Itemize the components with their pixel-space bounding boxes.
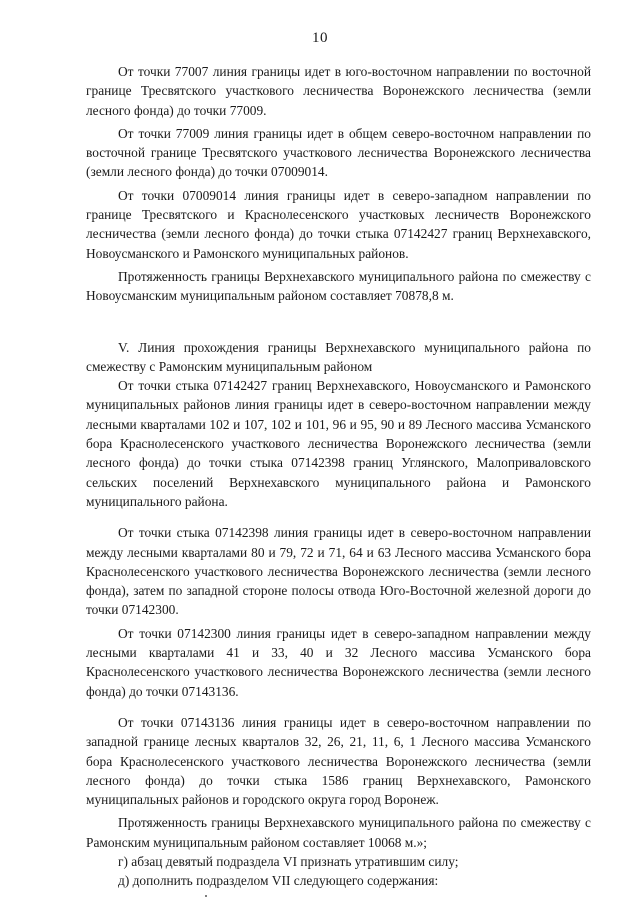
list-item-d: д) дополнить подразделом VII следующего содержания: <box>118 873 439 889</box>
list-item-g: г) абзац девятый подраздела VI признать утратившим силу; <box>118 853 459 869</box>
document-body <box>86 62 591 891</box>
paragraph-point-07143136: От точки 07143136 линия границы идет в северо-восточном направлении по западной границе лесных кварталов 32, 26, 21, 11, 6, 1 Лесного массива Усманского бора Краснолесенского участкового лесничества Воронежского лесничества (земли лесного фонда) до точки стыка 1586 границ Верхнехавского, Рамонского муниципальных районов и городского округа город Воронеж. <box>86 714 591 808</box>
paragraph-point-07142398: От точки стыка 07142398 линия границы идет в северо-восточном направлении между лесными кварталами 80 и 79, 72 и 71, 64 и 63 Лесного массива Усманского бора Краснолесенского участкового лесничества Воронежского лесничества (земли лесного фонда), затем по западной стороне полосы отвода Юго-Восточной железной дороги до точки 07142300. <box>86 525 591 618</box>
paragraph-point-07009014: От точки 07009014 линия границы идет в северо-западном направлении по границе Тресвятского и Краснолесенского участковых лесничеств Воронежского лесничества (земли лесного фонда) до точки стыка 07142427 границ Верхнехавского, Новоусманского и Рамонского муниципальных районов. <box>86 187 591 261</box>
scan-speck <box>205 895 207 897</box>
section-heading-v: V. Линия прохождения границы Верхнехавского муниципального района по смежеству с Рамонским муниципальным районом <box>86 339 591 374</box>
page-number: 10 <box>312 30 328 46</box>
paragraph-point-77009: От точки 77009 линия границы идет в общем северо-восточном направлении по восточной границе Тресвятского участкового лесничества Воронежского лесничества (земли лесного фонда) до точки 07009014. <box>86 125 591 180</box>
paragraph-length-ramonsky: Протяженность границы Верхнехавского муниципального района по смежеству с Рамонским муниципальным районом составляет 10068 м.»; <box>86 815 591 850</box>
paragraph-point-07142300: От точки 07142300 линия границы идет в северо-западном направлении между лесными кварталами 41 и 33, 40 и 32 Лесного массива Усманского бора Краснолесенского участкового лесничества Воронежского лесничества (земли лесного фонда) до точки 07143136. <box>86 625 591 699</box>
paragraph-point-07142427: От точки стыка 07142427 границ Верхнехавского, Новоусманского и Рамонского муниципальных районов линия границы идет в северо-восточном направлении между лесными кварталами 102 и 107, 102 и 101, 96 и 95, 90 и 89 Лесного массива Усманского бора Краснолесенского участкового лесничества Воронежского лесничества (земли лесного фонда) до точки стыка 07142398 границ Углянского, Малоприваловского сельских поселений Верхнехавского муниципального района и Рамонского муниципального района. <box>86 378 591 509</box>
paragraph-length-novousmansky: Протяженность границы Верхнехавского муниципального района по смежеству с Новоусманским муниципальным районом составляет 70878,8 м. <box>86 268 591 304</box>
paragraph-point-77007: От точки 77007 линия границы идет в юго-восточном направлении по восточной границе Тресвятского участкового лесничества Воронежского лесничества (земли лесного фонда) до точки 77009. <box>86 64 591 118</box>
